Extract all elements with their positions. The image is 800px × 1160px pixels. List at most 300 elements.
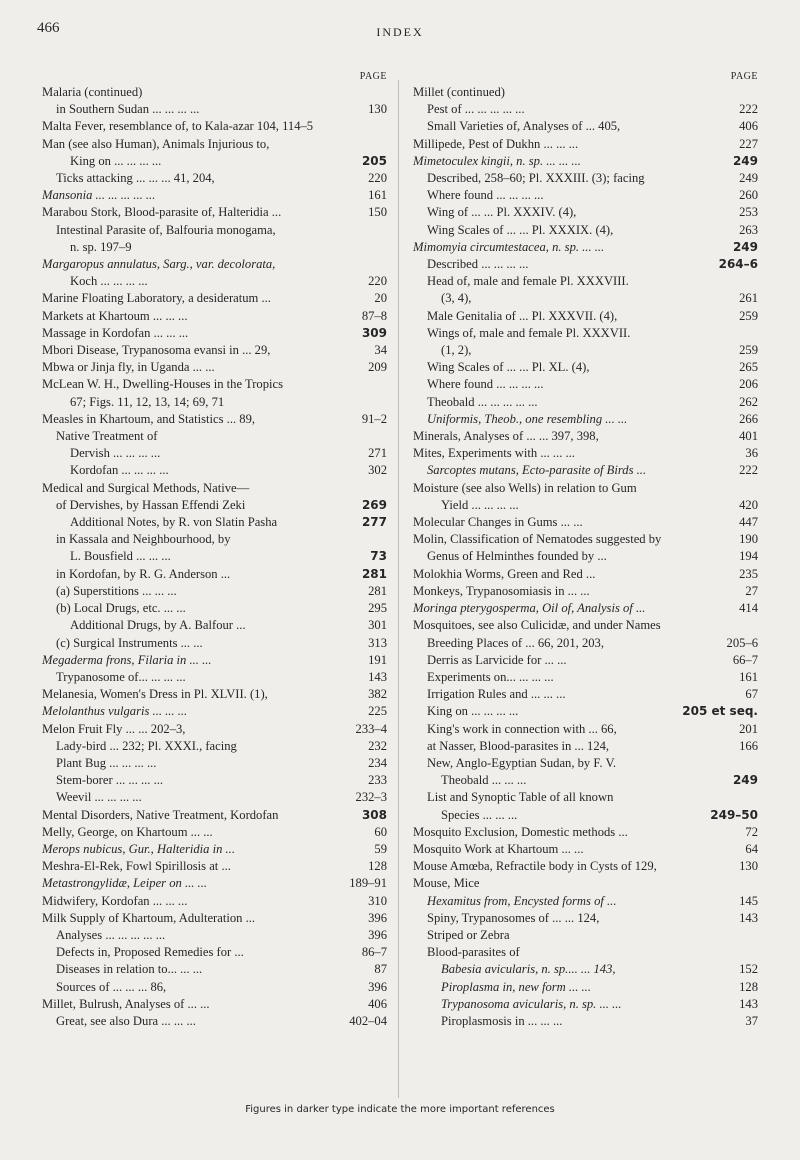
index-entry: [42, 772, 387, 789]
index-entry-page-ref: 260: [739, 188, 758, 203]
index-entry-page-ref: 20: [374, 291, 387, 306]
index-entry: [42, 531, 387, 548]
index-entry-text: Koch ... ... ... ...: [70, 274, 148, 289]
index-entry-text: Piroplasma in, new form ... ...: [441, 979, 591, 994]
index-entry-page-ref: 447: [739, 515, 758, 530]
index-entry-text: Described, 258–60; Pl. XXXIII. (3); facing: [427, 171, 645, 186]
index-entry-page-ref: 266: [739, 411, 758, 426]
index-entry-page-ref: 382: [368, 687, 387, 702]
index-entry-page-ref: 227: [739, 136, 758, 151]
index-entry-text: Where found ... ... ... ...: [427, 377, 544, 392]
index-entry: [413, 635, 758, 652]
index-entry: [413, 308, 758, 325]
index-entry: [42, 635, 387, 652]
index-entry-text: Head of, male and female Pl. XXXVIII.: [427, 274, 629, 289]
index-entry: [42, 875, 387, 892]
index-entry-text: Mosquito Work at Khartoum ... ...: [413, 841, 584, 856]
index-entry-text: Metastrongylidæ, Leiper on ... ...: [42, 876, 207, 891]
index-entry-text: Monkeys, Trypanosomiasis in ... ...: [413, 583, 590, 598]
index-entry-text: Genus of Helminthes founded by ...: [427, 549, 607, 564]
index-entry-text: Wing Scales of ... ... Pl. XXXIX. (4),: [427, 222, 614, 237]
index-entry: [413, 686, 758, 703]
index-entry: [413, 721, 758, 738]
index-entry-page-ref: 308: [361, 807, 387, 822]
index-entry-text: Moringa pterygosperma, Oil of, Analysis of ...: [413, 601, 646, 616]
index-entry-text: Irrigation Rules and ... ... ...: [427, 687, 566, 702]
index-entry-page-ref: 37: [745, 1013, 758, 1028]
index-entry-text: Malta Fever, resemblance of, to Kala-azar 104, 114–5: [42, 119, 314, 134]
index-entry-text: at Nasser, Blood-parasites in ... 124,: [427, 738, 610, 753]
index-entry: [42, 118, 387, 135]
index-entry-text: L. Bousfield ... ... ...: [70, 549, 171, 564]
index-entry-text: Small Varieties of, Analyses of ... 405,: [427, 119, 621, 134]
index-entry-page-ref: 406: [739, 119, 758, 134]
index-entry-text: Lady-bird ... 232; Pl. XXXI., facing: [56, 738, 237, 753]
page-column-label: PAGE: [359, 71, 387, 82]
index-entry: [413, 738, 758, 755]
index-entry-page-ref: 233: [368, 773, 387, 788]
index-entry-text: Mites, Experiments with ... ... ...: [413, 446, 575, 461]
index-entry-page-ref: 67: [745, 687, 758, 702]
index-entry-text: Melon Fruit Fly ... ... 202–3,: [42, 721, 186, 736]
index-entry-page-ref: 87: [374, 962, 387, 977]
index-entry-page-ref: 396: [368, 910, 387, 925]
index-entry-text: 67; Figs. 11, 12, 13, 14; 69, 71: [70, 394, 225, 409]
index-entry: [42, 273, 387, 290]
index-entry: [42, 394, 387, 411]
running-head: INDEX: [376, 25, 424, 39]
index-entry-page-ref: 222: [739, 463, 758, 478]
index-entry-text: List and Synoptic Table of all known: [427, 790, 614, 805]
index-entry: [413, 807, 758, 824]
index-entry-page-ref: 73: [370, 549, 387, 564]
index-entry-text: Yield ... ... ... ...: [441, 497, 519, 512]
index-entry-page-ref: 150: [368, 205, 387, 220]
index-entry: [413, 755, 758, 772]
index-entry: [42, 342, 387, 359]
index-entry-text: Mbori Disease, Trypanosoma evansi in ... 29,: [42, 343, 271, 358]
index-entry: [413, 222, 758, 239]
index-entry-page-ref: 130: [368, 102, 387, 117]
index-entry-page-ref: 414: [739, 601, 758, 616]
index-entry: [42, 514, 387, 531]
index-entry: [42, 961, 387, 978]
index-entry: [42, 187, 387, 204]
index-entry: [42, 480, 387, 497]
index-entry-page-ref: 209: [368, 360, 387, 375]
index-entry-page-ref: 64: [745, 841, 758, 856]
index-entry-text: King on ... ... ... ...: [70, 153, 162, 168]
index-entry-page-ref: 295: [368, 601, 387, 616]
index-entry-page-ref: 143: [739, 996, 758, 1011]
index-entry: [413, 652, 758, 669]
index-entry-text: Additional Notes, by R. von Slatin Pasha: [70, 515, 278, 530]
index-entry: [42, 703, 387, 720]
index-entry-page-ref: 59: [374, 841, 387, 856]
index-entry: [413, 772, 758, 789]
left-column: [42, 70, 387, 1030]
index-entry: [42, 738, 387, 755]
index-entry-text: Native Treatment of: [56, 429, 158, 444]
index-entry-text: Mental Disorders, Native Treatment, Kordofan: [42, 807, 279, 822]
index-entry: [42, 256, 387, 273]
index-entry-page-ref: 249–50: [710, 807, 758, 822]
index-entry: [42, 136, 387, 153]
index-entry: [42, 858, 387, 875]
index-entry-page-ref: 190: [739, 532, 758, 547]
index-entry-text: in Kordofan, by R. G. Anderson ...: [56, 566, 231, 581]
index-entry: [413, 187, 758, 204]
index-entry-page-ref: 189–91: [349, 876, 387, 891]
index-entry: [42, 669, 387, 686]
index-entry: [42, 411, 387, 428]
index-entry-page-ref: 205: [361, 153, 387, 168]
index-entry: [413, 600, 758, 617]
column-divider: [398, 80, 399, 1098]
index-entry-text: Great, see also Dura ... ... ...: [56, 1013, 196, 1028]
index-entry-text: Mosquitoes, see also Culicidæ, and under Names: [413, 618, 661, 633]
index-entry: [42, 222, 387, 239]
index-entry: [42, 600, 387, 617]
index-entry-text: Melly, George, on Khartoum ... ...: [42, 824, 213, 839]
index-entry-page-ref: 34: [374, 343, 387, 358]
index-entry-page-ref: 281: [368, 583, 387, 598]
index-entry: [413, 290, 758, 307]
index-entry: [42, 996, 387, 1013]
index-entry: [413, 136, 758, 153]
index-entry-text: Diseases in relation to... ... ...: [56, 962, 203, 977]
index-entry-text: Meshra-El-Rek, Fowl Spirillosis at ...: [42, 859, 231, 874]
index-entry-page-ref: 201: [739, 721, 758, 736]
index-entry-page-ref: 401: [739, 429, 758, 444]
index-entry-page-ref: 128: [368, 859, 387, 874]
index-entry-page-ref: 310: [368, 893, 387, 908]
index-entry-page-ref: 262: [739, 394, 758, 409]
index-entry-page-ref: 249: [732, 153, 758, 168]
index-entry: [42, 428, 387, 445]
index-entry: [42, 84, 387, 101]
index-entry-text: Male Genitalia of ... Pl. XXXVII. (4),: [427, 308, 618, 323]
index-entry-page-ref: 220: [368, 171, 387, 186]
index-entry: [413, 153, 758, 170]
page-column-label: PAGE: [730, 71, 758, 82]
index-entry-text: n. sp. 197–9: [70, 239, 132, 254]
index-entry: [413, 497, 758, 514]
index-entry-page-ref: 249: [739, 171, 758, 186]
index-entry-page-ref: 402–04: [349, 1013, 387, 1028]
index-entry-page-ref: 249: [732, 773, 758, 788]
index-entry: [42, 893, 387, 910]
index-entry: [413, 256, 758, 273]
index-entry-text: Molokhia Worms, Green and Red ...: [413, 566, 596, 581]
index-entry-page-ref: 249: [732, 239, 758, 254]
index-entry-text: Analyses ... ... ... ... ...: [56, 927, 166, 942]
index-entry-text: King's work in connection with ... 66,: [427, 721, 617, 736]
index-entry: [413, 118, 758, 135]
index-entry: [42, 686, 387, 703]
index-entry-page-ref: 309: [361, 325, 387, 340]
index-entry: [413, 514, 758, 531]
index-entry-text: Mimomyia circumtestacea, n. sp. ... ...: [413, 239, 605, 254]
index-entry: [413, 944, 758, 961]
index-entry-text: Minerals, Analyses of ... ... 397, 398,: [413, 429, 599, 444]
index-entry-page-ref: 222: [739, 102, 758, 117]
index-entry-text: Midwifery, Kordofan ... ... ...: [42, 893, 188, 908]
index-entry: [42, 290, 387, 307]
index-entry-page-ref: 264–6: [718, 257, 758, 272]
index-entry-page-ref: 259: [739, 343, 758, 358]
index-entry: [42, 910, 387, 927]
index-entry-page-ref: 406: [368, 996, 387, 1011]
index-entry-page-ref: 396: [368, 927, 387, 942]
index-entry-text: Blood-parasites of: [427, 945, 520, 960]
index-entry-text: Intestinal Parasite of, Balfouria monogama,: [56, 222, 276, 237]
left-entries: [42, 84, 387, 1030]
index-entry-page-ref: 281: [361, 566, 387, 581]
index-entry-page-ref: 301: [368, 618, 387, 633]
index-entry-page-ref: 234: [368, 755, 387, 770]
index-entry-text: (a) Superstitions ... ... ...: [56, 583, 177, 598]
index-entry-page-ref: 232: [368, 738, 387, 753]
index-entry-page-ref: 161: [368, 188, 387, 203]
index-entry: [413, 703, 758, 720]
index-entry-text: King on ... ... ... ...: [427, 704, 519, 719]
index-entry-text: Wing of ... ... Pl. XXXIV. (4),: [427, 205, 577, 220]
index-entry-text: Piroplasmosis in ... ... ...: [441, 1013, 563, 1028]
index-entry-text: Derris as Larvicide for ... ...: [427, 652, 567, 667]
index-entry: [42, 789, 387, 806]
index-entry: [413, 669, 758, 686]
index-entry-text: Theobald ... ... ...: [441, 773, 527, 788]
index-entry-text: Where found ... ... ... ...: [427, 188, 544, 203]
index-entry: [42, 445, 387, 462]
index-entry-page-ref: 205–6: [726, 635, 758, 650]
index-entry-page-ref: 152: [739, 962, 758, 977]
index-entry: [413, 566, 758, 583]
index-entry-text: Millet, Bulrush, Analyses of ... ...: [42, 996, 210, 1011]
index-entry-page-ref: 253: [739, 205, 758, 220]
index-entry: [413, 996, 758, 1013]
index-entry: [413, 548, 758, 565]
index-entry-text: Man (see also Human), Animals Injurious to,: [42, 136, 270, 151]
index-entry-page-ref: 87–8: [361, 308, 387, 323]
index-entry-text: Ticks attacking ... ... ... 41, 204,: [56, 171, 215, 186]
index-entry-page-ref: 143: [739, 910, 758, 925]
index-entry-text: Trypanosome of... ... ... ...: [56, 669, 186, 684]
index-entry-text: Melolanthus vulgaris ... ... ...: [42, 704, 188, 719]
index-entry: [413, 325, 758, 342]
index-entry: [42, 979, 387, 996]
index-entry: [413, 84, 758, 101]
index-entry-text: Described ... ... ... ...: [427, 257, 529, 272]
index-entry: [413, 789, 758, 806]
index-entry-text: Melanesia, Women's Dress in Pl. XLVII. (1),: [42, 687, 268, 702]
index-entry-text: (c) Surgical Instruments ... ...: [56, 635, 203, 650]
index-entry: [413, 961, 758, 978]
index-entry-text: in Kassala and Neighbourhood, by: [56, 532, 231, 547]
index-entry-text: Defects in, Proposed Remedies for ...: [56, 945, 244, 960]
index-entry: [413, 170, 758, 187]
index-entry-text: Millipede, Pest of Dukhn ... ... ...: [413, 136, 579, 151]
index-entry: [42, 462, 387, 479]
index-entry: [413, 376, 758, 393]
index-entry-page-ref: 263: [739, 222, 758, 237]
index-entry-page-ref: 269: [361, 497, 387, 512]
index-entry-page-ref: 277: [361, 515, 387, 530]
index-entry-page-ref: 233–4: [355, 721, 387, 736]
index-entry-text: Kordofan ... ... ... ...: [70, 463, 169, 478]
index-entry-text: Additional Drugs, by A. Balfour ...: [70, 618, 246, 633]
right-entries: [413, 84, 758, 1030]
index-entry: [42, 824, 387, 841]
index-entry-text: Wing Scales of ... ... Pl. XL. (4),: [427, 360, 590, 375]
index-entry-text: in Southern Sudan ... ... ... ...: [56, 102, 200, 117]
index-entry-page-ref: 313: [368, 635, 387, 650]
index-entry-text: Uniformis, Theob., one resembling ... ...: [427, 411, 628, 426]
index-entry: [413, 841, 758, 858]
index-entry: [413, 411, 758, 428]
index-entry: [413, 462, 758, 479]
index-entry-text: Malaria (continued): [42, 85, 143, 99]
index-entry-page-ref: 60: [374, 824, 387, 839]
index-entry-page-ref: 166: [739, 738, 758, 753]
index-entry-text: Mosquito Exclusion, Domestic methods ...: [413, 824, 628, 839]
index-entry-page-ref: 396: [368, 979, 387, 994]
index-entry: [42, 376, 387, 393]
footer-note: Figures in darker type indicate the more important references: [245, 1104, 555, 1115]
index-entry-page-ref: 265: [739, 360, 758, 375]
index-entry-text: Stem-borer ... ... ... ...: [56, 773, 164, 788]
index-entry: [42, 617, 387, 634]
index-entry: [42, 153, 387, 170]
index-entry-text: Milk Supply of Khartoum, Adulteration ...: [42, 910, 256, 925]
index-entry-text: Megaderma frons, Filaria in ... ...: [42, 652, 212, 667]
index-entry: [413, 204, 758, 221]
index-entry-text: Molecular Changes in Gums ... ...: [413, 515, 583, 530]
index-entry-text: Theobald ... ... ... ... ...: [427, 394, 538, 409]
index-entry-text: Weevil ... ... ... ...: [56, 790, 142, 805]
index-entry-text: Spiny, Trypanosomes of ... ... 124,: [427, 910, 600, 925]
right-column: [413, 70, 758, 1030]
index-entry-text: Medical and Surgical Methods, Native—: [42, 480, 250, 495]
index-entry: [413, 1013, 758, 1030]
index-entry-text: Mimetoculex kingii, n. sp. ... ... ...: [413, 153, 581, 168]
index-entry-text: Dervish ... ... ... ...: [70, 446, 161, 461]
index-entry-page-ref: 225: [368, 704, 387, 719]
index-entry: [413, 858, 758, 875]
index-entry: [42, 755, 387, 772]
index-entry-page-ref: 420: [739, 497, 758, 512]
index-entry-text: Marine Floating Laboratory, a desideratum ...: [42, 291, 271, 306]
index-entry-page-ref: 72: [745, 824, 758, 839]
index-entry-text: Margaropus annulatus, Sarg., var. decolorata,: [42, 257, 276, 272]
index-entry: [42, 807, 387, 824]
index-entry: [413, 101, 758, 118]
index-entry-page-ref: 235: [739, 566, 758, 581]
index-entry: [42, 325, 387, 342]
index-entry: [413, 979, 758, 996]
index-entry-text: Marabou Stork, Blood-parasite of, Halteridia ...: [42, 205, 282, 220]
index-entry-page-ref: 145: [739, 893, 758, 908]
index-entry-page-ref: 143: [368, 669, 387, 684]
index-entry-text: Species ... ... ...: [441, 807, 518, 822]
index-entry-text: Wings of, male and female Pl. XXXVII.: [427, 325, 631, 340]
index-entry: [42, 721, 387, 738]
index-entry: [42, 652, 387, 669]
index-entry: [413, 893, 758, 910]
index-entry: [413, 239, 758, 256]
index-entry: [413, 273, 758, 290]
index-entry: [42, 359, 387, 376]
index-entry-text: Babesia avicularis, n. sp.... ... 143,: [441, 962, 616, 977]
index-entry-text: of Dervishes, by Hassan Effendi Zeki: [56, 497, 246, 512]
index-entry-text: Sources of ... ... ... 86,: [56, 979, 167, 994]
index-entry: [413, 824, 758, 841]
index-entry-text: New, Anglo-Egyptian Sudan, by F. V.: [427, 755, 617, 770]
index-entry-page-ref: 194: [739, 549, 758, 564]
index-entry-text: Sarcoptes mutans, Ecto-parasite of Birds ...: [427, 463, 647, 478]
index-entry-page-ref: 91–2: [361, 411, 387, 426]
index-entry-page-ref: 86–7: [361, 945, 387, 960]
page-number: 466: [37, 20, 60, 36]
index-entry: [42, 583, 387, 600]
index-entry: [413, 445, 758, 462]
index-entry: [42, 566, 387, 583]
index-entry: [42, 204, 387, 221]
index-entry: [413, 910, 758, 927]
index-entry-page-ref: 261: [739, 291, 758, 306]
index-entry: [42, 497, 387, 514]
index-entry-page-ref: 302: [368, 463, 387, 478]
index-entry: [42, 841, 387, 858]
index-entry-text: Molin, Classification of Nematodes suggested by: [413, 532, 662, 547]
index-entry-text: Millet (continued): [413, 85, 505, 99]
index-entry-text: Mansonia ... ... ... ... ...: [42, 188, 156, 203]
index-entry-page-ref: 66–7: [732, 652, 758, 667]
index-entry-text: McLean W. H., Dwelling-Houses in the Tropics: [42, 377, 284, 392]
index-entry: [42, 308, 387, 325]
index-entry-page-ref: 206: [739, 377, 758, 392]
index-entry: [413, 531, 758, 548]
index-entry: [42, 927, 387, 944]
index-entry-text: Plant Bug ... ... ... ...: [56, 755, 157, 770]
index-entry-page-ref: 27: [745, 583, 758, 598]
index-entry-page-ref: 36: [745, 446, 758, 461]
index-entry: [413, 583, 758, 600]
index-entry-text: (b) Local Drugs, etc. ... ...: [56, 601, 186, 616]
index-entry: [42, 944, 387, 961]
index-entry: [413, 359, 758, 376]
index-entry-text: Markets at Khartoum ... ... ...: [42, 308, 188, 323]
index-entry-text: Striped or Zebra: [427, 927, 510, 942]
index-entry: [413, 927, 758, 944]
index-entry: [42, 239, 387, 256]
index-entry: [413, 342, 758, 359]
index-entry: [413, 617, 758, 634]
index-entry-text: Trypanosoma avicularis, n. sp. ... ...: [441, 996, 622, 1011]
index-entry-page-ref: 161: [739, 669, 758, 684]
index-entry: [42, 170, 387, 187]
index-entry-text: Breeding Places of ... 66, 201, 203,: [427, 635, 604, 650]
index-entry-page-ref: 128: [739, 979, 758, 994]
index-entry-text: Experiments on... ... ... ...: [427, 669, 554, 684]
index-entry: [413, 875, 758, 892]
index-entry: [413, 480, 758, 497]
index-entry: [413, 394, 758, 411]
index-entry-text: Mouse Amœba, Refractile body in Cysts of 129,: [413, 859, 657, 874]
index-entry-text: (1, 2),: [441, 343, 472, 358]
index-entry: [42, 101, 387, 118]
